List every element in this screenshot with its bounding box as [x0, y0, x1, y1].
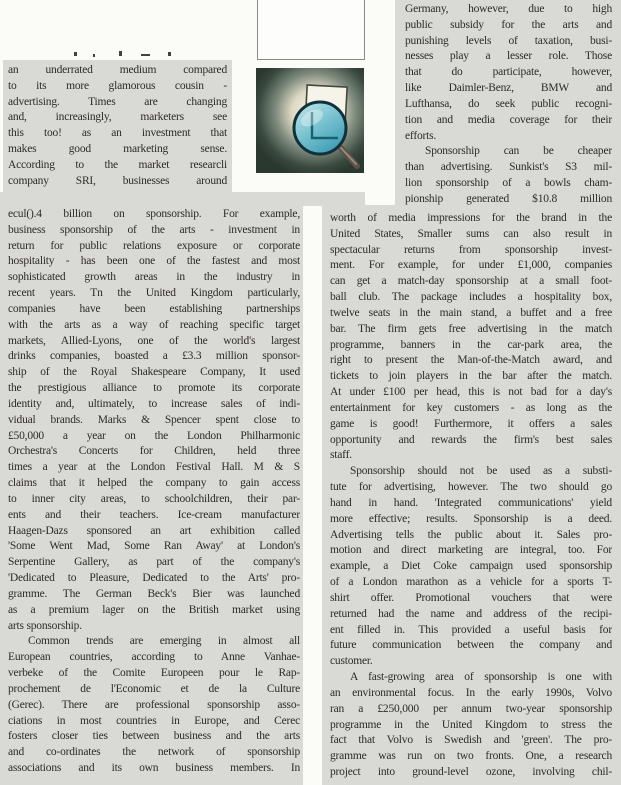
- text-line: At under £100 per head, this is not bad for a day's: [330, 386, 612, 399]
- text-line: ran a £250,000 per annum two-year sponsorship: [330, 702, 612, 715]
- text-line: spectacular returns from sponsorship invest-: [330, 243, 612, 256]
- text-line: efforts.: [405, 129, 437, 142]
- text-line: gramme was run on two fronts. One, a research: [330, 750, 612, 763]
- text-line: £50,000 a year on the London Philharmonic: [8, 429, 300, 442]
- text-line: A fast-growing area of sponsorship is one with: [350, 671, 612, 684]
- text-line: programme in the United Kingdom to stress the: [330, 718, 612, 731]
- text-line: company SRI, businesses around: [8, 174, 227, 187]
- text-line: recent years. Tn the United Kingdom particularly,: [8, 287, 300, 300]
- text-line: to its more glamorous cousin -: [8, 79, 227, 92]
- text-line: can get a match-day sponsorship at a small foot-: [330, 275, 612, 288]
- text-line: of a London marathon as a vehicle for a sports T-: [330, 576, 612, 589]
- text-line: prochement de l'Economic et de la Culture: [8, 682, 300, 695]
- text-line: more effective; results. Sponsorship is a deed.: [330, 512, 612, 525]
- text-line: returned had the name and address of the recipi-: [330, 607, 612, 620]
- text-line: like Daimler-Benz, BMW and: [405, 82, 612, 95]
- text-line: and co-ordinates the network of sponsorship: [8, 746, 300, 759]
- text-line: Lufthansa, do seek public recogni-: [405, 97, 612, 110]
- text-line: hospitality - has been one of the fastest and most: [8, 255, 300, 268]
- text-line: verbeke of the Comite Europeen pour le Rap-: [8, 667, 300, 680]
- text-line: markets, Allied-Lyons, one of the world's largest: [8, 334, 300, 347]
- right-column-upper-text: [395, 0, 621, 207]
- text-line: Common trends are emerging in almost all: [28, 635, 300, 648]
- text-line: Serpentine Gallery, as part of the company's: [8, 556, 300, 569]
- clipped-text-fragment: [141, 54, 150, 56]
- text-line: tickets to join players in the bar after the match.: [330, 370, 612, 383]
- background-patch: [303, 192, 365, 206]
- text-line: with the arts as a way of reaching specific target: [8, 318, 300, 331]
- text-line: Germany, however, due to high: [405, 3, 612, 15]
- text-line: European countries, according to Anne Vanhae-: [8, 651, 300, 664]
- text-line: associations and its own business members. In: [8, 761, 300, 774]
- text-line: and, increasingly, marketers see: [8, 111, 227, 124]
- text-line: gramme. The German Beck's Bier was launched: [8, 587, 300, 600]
- text-line: the prestigious alliance to promote its corporate: [8, 382, 300, 395]
- text-line: drinks companies, boasted a £3.3 million sponsor-: [8, 350, 300, 363]
- text-line: companies have been establishing partnerships: [8, 302, 300, 315]
- left-column-lower-text: [0, 192, 303, 785]
- text-line: hand in hand. 'Integrated communications' yield: [330, 496, 612, 509]
- text-line: staff.: [330, 449, 352, 462]
- text-line: entertainment for key customers - as long as the: [330, 401, 612, 414]
- clipped-text-fragment: [119, 51, 122, 56]
- text-line: ciations in most countries in Europe, and Cerec: [8, 714, 300, 727]
- text-line: as a premium lager on the British market using: [8, 603, 300, 616]
- text-line: fosters closer ties between business and the arts: [8, 730, 300, 743]
- text-line: customer.: [330, 655, 373, 668]
- text-line: ent filled in. This provided a useful basis for: [330, 623, 612, 636]
- text-line: than advertising. Sunkist's S3 mil-: [405, 161, 612, 174]
- clipped-text-fragment: [168, 52, 171, 56]
- text-line: programme, banners in the car-park area, the: [330, 338, 612, 351]
- text-line: public subsidy for the arts and: [405, 18, 612, 31]
- text-line: Sponsorship can be cheaper: [425, 145, 612, 158]
- text-line: makes good marketing sense.: [8, 143, 227, 156]
- text-line: game is good! Furthermore, it offers a sales: [330, 417, 612, 430]
- clipped-text-fragment: [74, 52, 77, 56]
- text-line: tion and media coverage for their: [405, 113, 612, 126]
- text-line: future communication between the company and: [330, 639, 612, 652]
- text-line: 'Some Went Mad, Some Ran Away' at London's: [8, 540, 300, 553]
- text-line: nesses play a lesser role. Those: [405, 50, 612, 63]
- text-line: that do participate, however,: [405, 66, 612, 79]
- text-line: pionship generated $10.8 million: [405, 192, 612, 205]
- left-column-upper-text: [3, 60, 232, 207]
- text-line: lion sponsorship of a bowls cham-: [405, 177, 612, 190]
- right-column-lower-text: [322, 205, 621, 785]
- text-line: arts sponsorship.: [8, 619, 82, 632]
- text-line: punishing levels of taxation, busi-: [405, 34, 612, 47]
- cropped-figure-box: [257, 0, 365, 60]
- text-line: advertising. Times are changing: [8, 95, 227, 108]
- text-line: opportunity and rewards the firm's best sales: [330, 433, 612, 446]
- text-line: United States, Smaller sums can also result in: [330, 227, 612, 240]
- text-line: tute for advertising, however. The two should go: [330, 481, 612, 494]
- text-line: times a year at the London Festival Hall. M & S: [8, 461, 300, 474]
- text-line: identity and, ultimately, to increase sales of indi-: [8, 397, 300, 410]
- text-line: ecul().4 billion on sponsorship. For example,: [8, 208, 300, 220]
- text-line: motion and direct marketing are integral, too. For: [330, 544, 612, 557]
- text-line: ball club. The package includes a hospitality box,: [330, 291, 612, 304]
- text-line: return for public relations exposure or corporate: [8, 239, 300, 252]
- text-line: ents and their teachers. Ice-cream manufacturer: [8, 508, 300, 521]
- text-line: right to present the Man-of-the-Match award, and: [330, 354, 612, 367]
- text-line: business sponsorship of the arts - investment in: [8, 223, 300, 236]
- text-line: According to the market researcli: [8, 158, 227, 171]
- text-line: project into ground-level ozone, involving chil-: [330, 765, 612, 778]
- text-line: worth of media impressions for the brand in the: [330, 212, 612, 224]
- text-line: Sponsorship should not be used as a substi-: [350, 465, 612, 478]
- text-line: Orchestra's Concerts for Children, held three: [8, 445, 300, 458]
- text-line: sophisticated growth areas in the industry in: [8, 271, 300, 284]
- text-line: shirt offer. Promotional vouchers that were: [330, 591, 612, 604]
- text-line: twelve seats in the main stand, a buffet and a free: [330, 306, 612, 319]
- text-line: an underrated medium compared: [8, 64, 227, 76]
- text-line: 'Dedicated to Pleasure, Dedicated to the Arts' pro-: [8, 572, 300, 585]
- text-line: Haagen-Dazs sponsored an art exhibition called: [8, 524, 300, 537]
- magnifier-lens: [294, 102, 346, 154]
- text-line: vidual brands. Marks & Spencer spent close to: [8, 413, 300, 426]
- text-line: ment. For example, for under £1,000, companies: [330, 259, 612, 272]
- magnifier-illustration: [256, 68, 364, 173]
- text-line: this too! as an investment that: [8, 127, 227, 140]
- text-line: fact that Volvo is Swedish and 'green'. The pro-: [330, 734, 612, 747]
- text-line: claims that it helped the company to gain access: [8, 477, 300, 490]
- text-line: example, a Diet Coke campaign used sponsorship: [330, 560, 612, 573]
- clipped-text-fragment: [93, 54, 95, 57]
- text-line: to inner city areas, to schoolchildren, their par-: [8, 492, 300, 505]
- text-line: bar. The firm gets free advertising in the match: [330, 322, 612, 335]
- magnifier-icon: [256, 68, 364, 173]
- text-line: an environmental focus. In the early 1990s, Volvo: [330, 686, 612, 699]
- text-line: ship of the Royal Shakespeare Company, It used: [8, 366, 300, 379]
- text-line: (Gerec). There are professional sponsorship asso-: [8, 698, 300, 711]
- text-line: Advertising tells the public about it. Sales pro-: [330, 528, 612, 541]
